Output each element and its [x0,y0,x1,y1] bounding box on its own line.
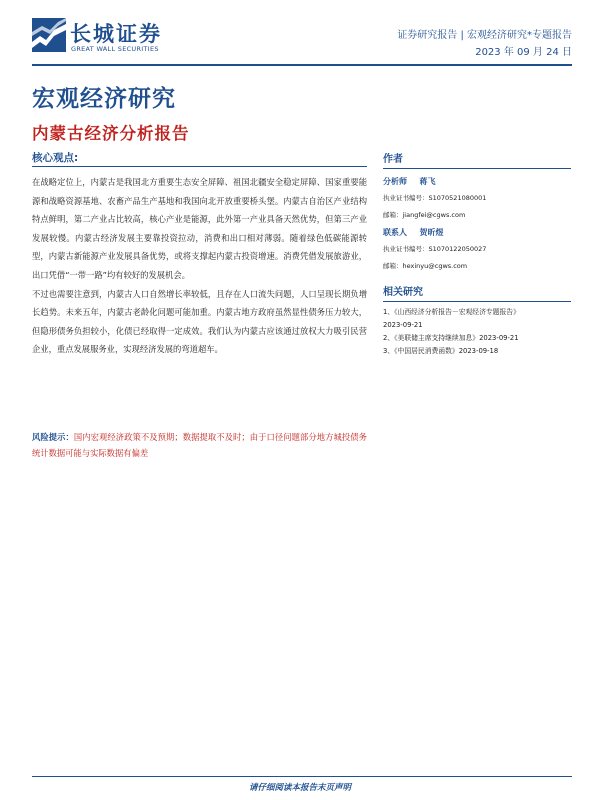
contact-role: 联系人 [383,228,407,237]
related-item[interactable]: 3、《中国居民消费函数》2023-09-18 [383,347,499,355]
header-divider [32,64,572,66]
header-info [397,27,572,61]
analyst-block [383,173,571,224]
logo-cn-text: 长城证券 [70,22,162,46]
related-item-date: 2023-09-21 [383,321,423,329]
great-wall-logo-icon [32,18,66,52]
related-list [383,306,571,358]
core-views-divider [32,166,367,167]
contact-block [383,224,571,275]
core-views-label: 核心观点: [32,152,79,164]
footer-disclaimer: 请仔细阅读本报告末页声明 [248,783,351,793]
core-paragraph-1: 在战略定位上，内蒙古是我国北方重要生态安全屏障、祖国北疆安全稳定屏障、国家重要能源和战略资源基地、农畜产品生产基地和我国向北开放重要桥头堡。内蒙古自治区产业结构特点鲜明，第二产业占比较高，核心产业是能源，此外第一产业具备天然优势，但第三产业发展较慢。内蒙古经济发展主要靠投资拉动，消费和出口相对薄弱。随着绿色低碳能源转型，内蒙古新能源产业发展具备优势，或将支撑起内蒙古投资增速。消费凭借发展旅游业，出口凭借“一带一路”均有较好的发展机会。 [32,177,367,280]
analyst-name: 蒋飞 [419,177,436,186]
core-views [32,150,367,359]
risk-text: 国内宏观经济政策不及预期；数据提取不及时；由于口径问题部分地方城投债务统计数据可能与实际数据有偏差 [32,432,367,458]
related-title: 相关研究 [383,283,571,302]
report-title: 内蒙古经济分析报告 [32,124,190,143]
related-item[interactable]: 1、《山西经济分析报告－宏观经济专题报告》 [383,308,520,316]
analyst-cert: 执业证书编号：S1070521080001 [383,194,487,202]
section-title: 宏观经济研究 [32,86,176,112]
analyst-email[interactable]: 邮箱：jiangfei@cgws.com [383,211,466,219]
risk-warning [32,430,367,461]
related-research [383,283,571,358]
contact-name-line [383,224,571,241]
company-logo [32,18,192,58]
analyst-role: 分析师 [383,177,407,186]
risk-label: 风险提示： [32,432,74,442]
contact-cert: 执业证书编号：S1070122050027 [383,245,487,253]
logo-en-text: GREAT WALL SECURITIES [71,45,159,53]
contact-name: 贺昕煜 [419,228,444,237]
report-date: 2023 年 09 月 24 日 [475,47,572,58]
sidebar [383,150,571,358]
footer-divider [32,776,572,777]
core-paragraph-2: 不过也需要注意到，内蒙古人口自然增长率较低，且存在人口流失问题，人口呈现长期负增长趋势。未来五年，内蒙古老龄化问题可能加重。内蒙古地方政府虽然显性债务压力较大，但隐形债务负担较小，化债已经取得一定成效。我们认为内蒙古应该通过放权大力吸引民营企业，重点发展服务业，实现经济发展的弯道超车。 [32,288,367,355]
authors-title: 作者 [383,150,571,169]
report-category: 证券研究报告 | 宏观经济研究*专题报告 [397,30,572,41]
analyst-name-line [383,173,571,190]
related-item[interactable]: 2、《美联储主席支持继续加息》2023-09-21 [383,334,519,342]
contact-email[interactable]: 邮箱：hexinyu@cgws.com [383,262,468,270]
